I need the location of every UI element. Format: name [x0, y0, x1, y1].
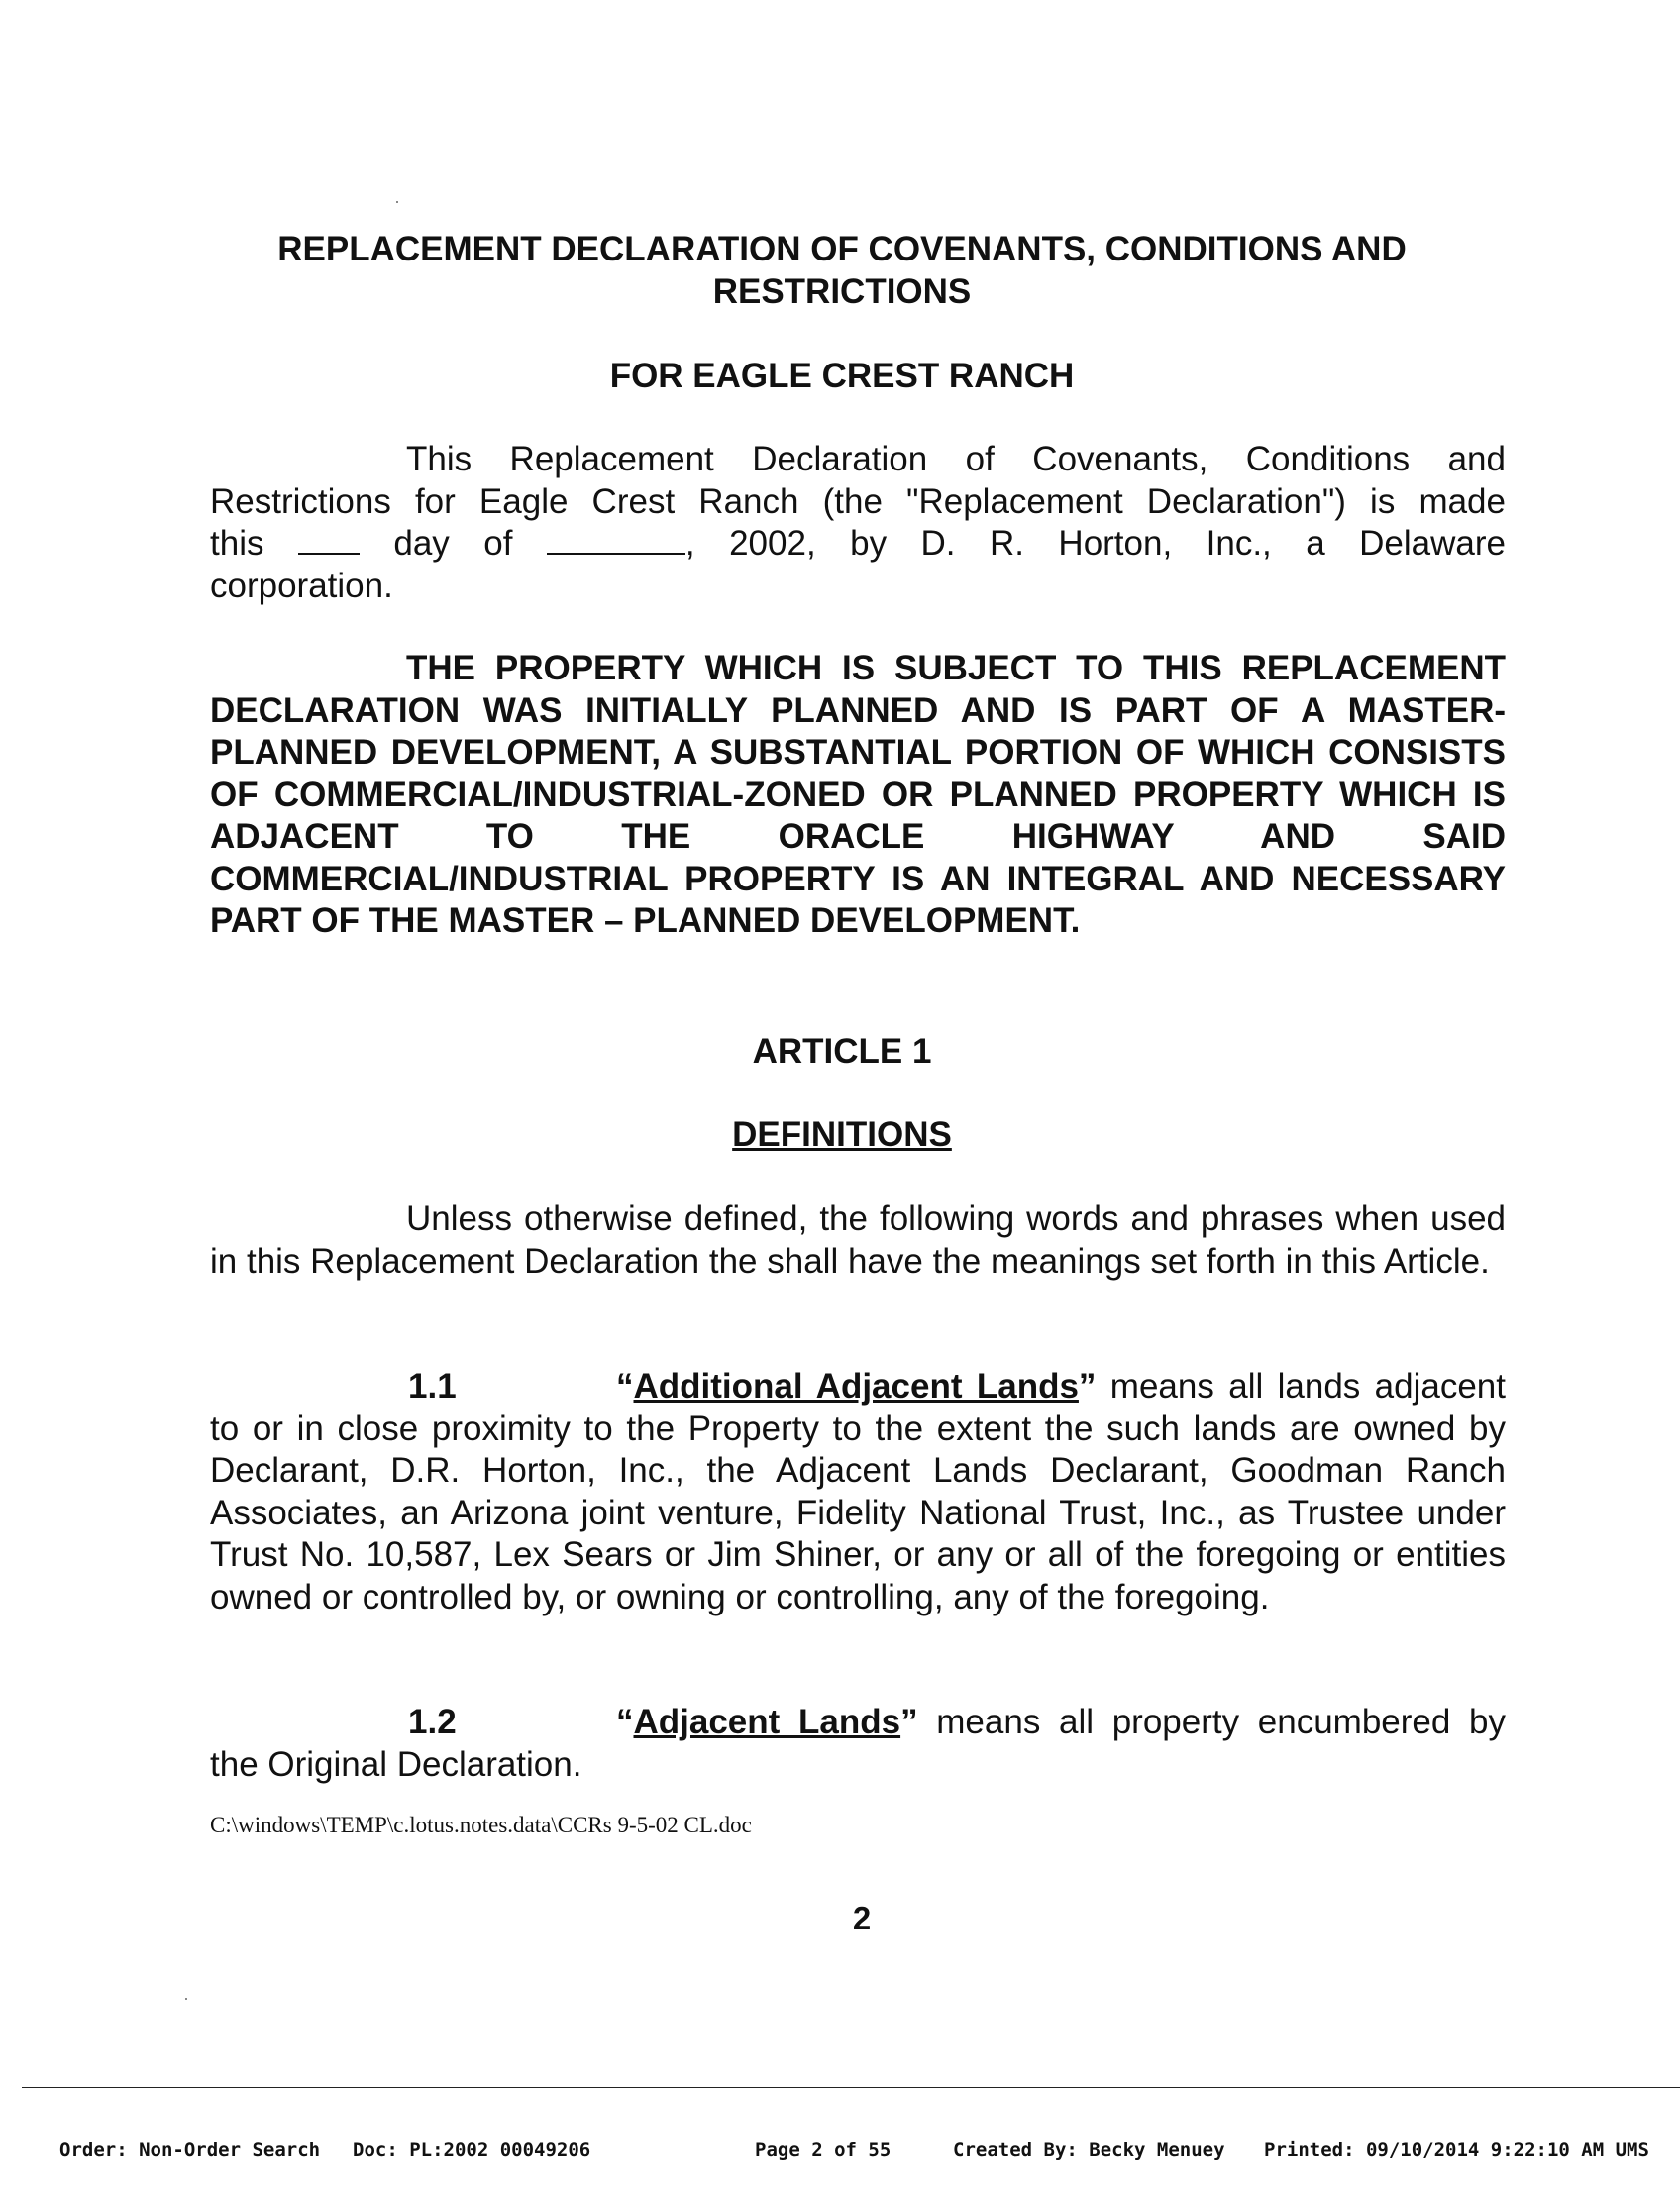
intro-line-1: This Replacement Declaration of Covenants, Conditions and: [406, 440, 1506, 478]
section-1-1: [210, 1366, 1506, 1618]
intro-line-4: corporation.: [210, 566, 393, 605]
footer-page: Page 2 of 55: [755, 2139, 892, 2161]
footer-order: Order: Non-Order Search: [59, 2139, 321, 2161]
section-number: 1.2: [408, 1703, 457, 1741]
intro-date-rest: , 2002, by D. R. Horton, Inc., a Delaware: [684, 524, 1506, 563]
document-title-line-2: RESTRICTIONS: [712, 272, 972, 311]
term-open-quote: “: [616, 1367, 634, 1406]
defined-term: Adjacent Lands: [633, 1703, 901, 1741]
footer-printed: Printed: 09/10/2014 9:22:10 AM UMS: [1264, 2139, 1649, 2161]
document-subtitle: FOR EAGLE CREST RANCH: [609, 357, 1075, 395]
footer-rule: [22, 2087, 1680, 2088]
intro-day-of: day of: [393, 524, 513, 563]
article-number: ARTICLE 1: [752, 1032, 932, 1071]
section-text: means all lands adjacent to or in close proximity to the Property to the extent the such lands are owned by Declarant, D.R. Horton, Inc., the Adjacent Lands Declarant, Goodman Ranch Associates, an Arizona joint venture, Fidelity National Trust, Inc., as Trustee under Trust No. 10,587, Lex Sears or Jim Shiner, or any or all of the foregoing or entities owned or controlled by, or owning or controlling, any of the foregoing.: [210, 1367, 1506, 1616]
intro-line-2: Restrictions for Eagle Crest Ranch (the "Replacement Declaration") is made: [210, 481, 1506, 521]
section-1-2: [210, 1702, 1506, 1786]
notice-text: THE PROPERTY WHICH IS SUBJECT TO THIS REPLACEMENT DECLARATION WAS INITIALLY PLANNED AND IS PART OF A MASTER-PLANNED DEVELOPMENT, A SUBSTANTIAL PORTION OF WHICH CONSISTS OF COMMERCIAL/INDUSTRIAL-ZONED OR PLANNED PROPERTY WHICH IS ADJACENT TO THE ORACLE HIGHWAY AND SAID COMMERCIAL/INDUSTRIAL PROPERTY IS AN INTEGRAL AND NECESSARY PART OF THE MASTER – PLANNED DEVELOPMENT.: [210, 649, 1506, 940]
document-title-line-1: REPLACEMENT DECLARATION OF COVENANTS, CONDITIONS AND: [277, 230, 1407, 268]
intro-paragraph: [210, 439, 1506, 607]
page-number: 2: [852, 1900, 872, 1936]
term-close-quote: ”: [1078, 1367, 1097, 1406]
intro-this-word: this: [210, 524, 264, 563]
definitions-intro-paragraph: [210, 1198, 1506, 1283]
footer-doc: Doc: PL:2002 00049206: [353, 2139, 591, 2161]
day-blank: [298, 525, 360, 555]
footer-created-by: Created By: Becky Menuey: [953, 2139, 1225, 2161]
term-close-quote: ”: [900, 1703, 918, 1741]
section-text: means all property encumbered by the Original Declaration.: [210, 1703, 1507, 1784]
scan-speck: [185, 1998, 187, 2000]
definitions-intro-text: Unless otherwise defined, the following words and phrases when used in this Replacement Declaration the shall have the meanings set forth in this Article.: [210, 1199, 1506, 1281]
term-open-quote: “: [616, 1703, 634, 1741]
scan-speck: [396, 201, 398, 203]
article-title: DEFINITIONS: [732, 1115, 952, 1154]
file-path: C:\windows\TEMP\c.lotus.notes.data\CCRs 9-5-02 CL.doc: [210, 1813, 752, 1837]
section-number: 1.1: [408, 1367, 457, 1406]
notice-paragraph: [210, 648, 1506, 943]
defined-term: Additional Adjacent Lands: [633, 1367, 1079, 1406]
month-blank: [547, 525, 685, 555]
